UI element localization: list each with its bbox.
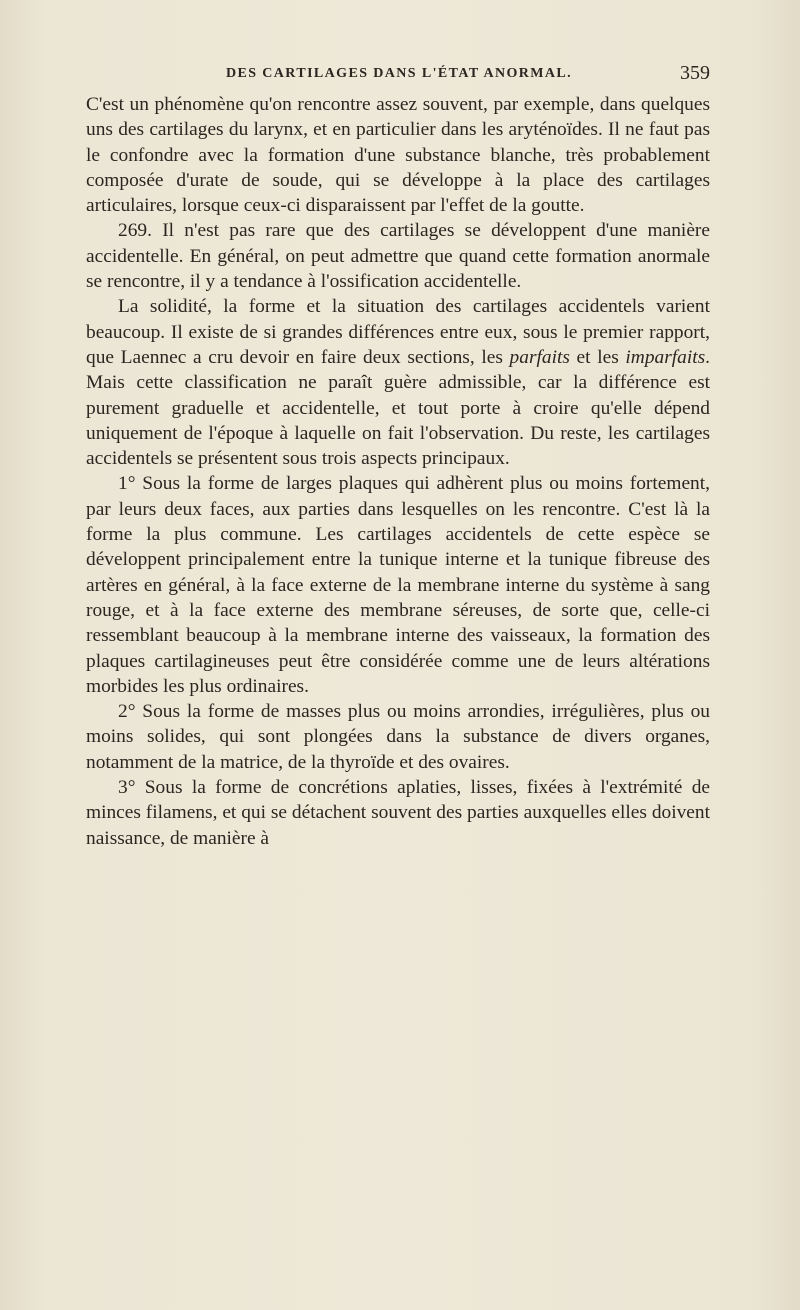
paragraph-continuation: C'est un phénomène qu'on rencontre assez souvent, par exemple, dans quelques uns des cartilages du larynx, et en particulier dans les aryténoïdes. Il ne faut pas le confondre avec la formation d'une substance blanche, très probablement composée d'urate de soude, qui se développe à la place des cartilages articulaires, lorsque ceux-ci disparaissent par l'effet de la goutte. <box>86 94 710 217</box>
paragraph-aspect-2: 2° Sous la forme de masses plus ou moins arrondies, irrégulières, plus ou moins solides, qui sont plongées dans la substance de divers organes, notamment de la matrice, de la thyroïde et des ovaires. <box>86 701 710 773</box>
running-head <box>88 62 710 88</box>
body-text <box>86 92 710 851</box>
term-imparfaits: imparfaits <box>625 346 706 368</box>
paragraph-aspect-1: 1° Sous la forme de larges plaques qui adhèrent plus ou moins fortement, par leurs deux faces, aux parties dans lesquelles on les rencontre. C'est là la forme la plus commune. Les cartilages accidentels de cette espèce se développent principalement entre la tunique interne et la tunique fibreuse des artères en général, à la face externe de la membrane interne du système à sang rouge, et à la face externe des membrane séreuses, de sorte que, celle-ci ressemblant beaucoup à la membrane interne des vaisseaux, la formation des plaques cartilagineuses peut être considérée comme une de leurs altérations morbides les plus ordinaires. <box>86 473 710 697</box>
term-parfaits: parfaits <box>509 346 570 368</box>
page-number: 359 <box>680 62 710 84</box>
classification-text-between: et les <box>569 346 626 368</box>
running-title: DES CARTILAGES DANS L'ÉTAT ANORMAL. <box>225 66 573 81</box>
paragraph-section-269: 269. Il n'est pas rare que des cartilages se développent d'une manière accidentelle. En général, on peut admettre que quand cette formation anormale se rencontre, il y a tendance à l'ossification accidentelle. <box>86 220 710 293</box>
paragraph-classification <box>86 294 710 471</box>
classification-text-end: . Mais cette classification ne paraît guère admissible, car la différence est purement graduelle et accidentelle, et tout porte à croire qu'elle dépend uniquement de l'époque à laquelle on fait l'observation. Du reste, les cartilages accidentels se présentent sous trois aspects principaux. <box>86 346 711 470</box>
paragraph-aspect-3: 3° Sous la forme de concrétions aplaties, lisses, fixées à l'extrémité de minces filamens, et qui se détachent souvent des parties auxquelles elles doivent naissance, de manière à <box>86 777 710 849</box>
classification-text-start: La solidité, la forme et la situation des cartilages accidentels varient beaucoup. Il existe de si grandes différences entre eux, sous le premier rapport, que Laennec a cru devoir en faire deux sections, les <box>86 296 710 368</box>
